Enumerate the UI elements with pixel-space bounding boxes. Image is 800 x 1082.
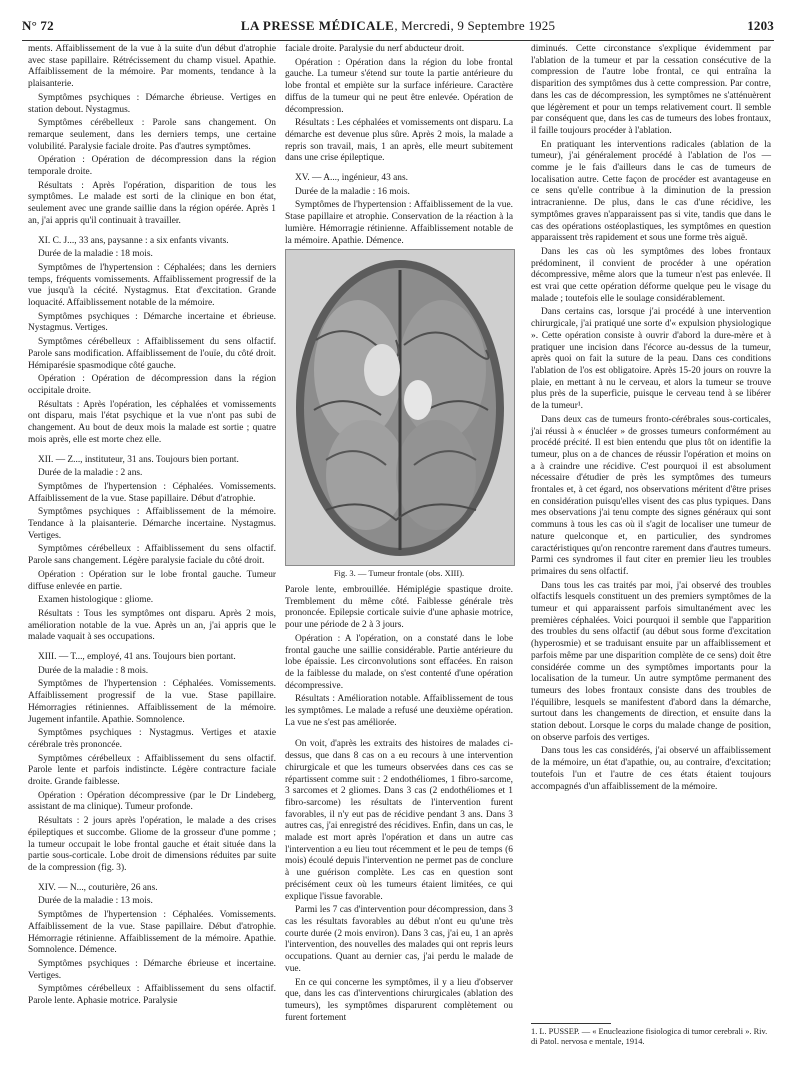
paragraph: Symptômes de l'hypertension : Affaiblissement de la vue. Stase papillaire et atrophie. Conservation de la réaction à la lumière. Hémorragie rétinienne. Affaiblissement notable de la mémoire. Apathie. Démence.: [285, 200, 513, 246]
paragraph: Résultats : Après l'opération, les céphalées et vomissements ont disparu, mais l'état psychique et la vue n'ont pas subi de changement. Au bout de deux mois la malade est sortie ; quatre mois après, elle est morte chez elle.: [28, 399, 276, 445]
footnote-rule: [531, 1023, 611, 1024]
paragraph: Opération : Opération sur le lobe frontal gauche. Tumeur diffuse enlevée en partie.: [28, 569, 276, 592]
paragraph: Dans deux cas de tumeurs fronto-cérébrales sous-corticales, j'ai réussi à « énucléer » de grosses tumeurs conformément au procédé précité. Il est bien entendu que plus tôt on identifie la tumeur, plus on a de chances de réussir l'opération et moins on a à craindre une récidive. C'est pourquoi il est absolument nécessaire d'étudier de près les symptômes des tumeurs frontales et, à cet égard, nos observations méritent d'être prises en considération puisqu'elles visent des cas plus typiques. Dans mes observations j'ai tenu compte des signes généraux qui sont communs à tous les cas où il s'agit de localiser une tumeur de nature quelconque et, en particulier, des syndromes caractéristiques qu'on rencontre rarement dans d'autres tumeurs. Parmi ces syndromes il faut citer en premier lieu les troubles primaires du sens olfactif.: [531, 414, 772, 577]
paragraph: Symptômes cérébelleux : Affaiblissement du sens olfactif. Parole lente. Aphasie motrice. Paralysie: [28, 984, 276, 1007]
column-middle-bottom: [285, 585, 513, 1026]
paragraph: Symptômes de l'hypertension : Céphalées; dans les derniers temps, fréquents vomissements. Affaiblissement progressif de la vue jusqu'à la cécité. Nystagmus. Etat d'excitation. Grande loquacité. Affaiblissement notable de la mémoire.: [28, 262, 276, 309]
paragraph: Résultats : Les céphalées et vomissements ont disparu. La démarche est devenue plus sûre. Après 2 mois, la malade a repris son travail, mais, 1 an après, elle meurt subitement dans une crise épileptique.: [285, 118, 513, 164]
paragraph: Opération : A l'opération, on a constaté dans le lobe frontal gauche une saillie considérable. Partie antérieure du lobe épaissie. Les circonvolutions sont effacées. En raison de la faiblesse du malade, on s'est contenté d'une opération décompressive.: [285, 633, 513, 691]
paragraph: Symptômes cérébelleux : Affaiblissement du sens olfactif. Parole sans changement. Légère paralysie faciale du côté droit.: [28, 544, 276, 567]
paragraph: Opération : Opération dans la région du lobe frontal gauche. La tumeur s'étend sur toute la partie antérieure du lobe frontal et empiète sur la surface inférieure. Caractère diffus de la tumeur qui ne peut être enlevée. Opération de décompression.: [285, 57, 513, 115]
paragraph: Symptômes de l'hypertension : Céphalées. Vomissements. Affaiblissement de la vue. Stase papillaire. Début d'atrophie. Hémorragie rétinienne. Affaiblissement de la mémoire. Apathie. Somnolence. Démence.: [28, 910, 276, 956]
case-heading: XIV. — N..., couturière, 26 ans.: [38, 882, 158, 893]
header-rule: [22, 40, 774, 41]
paragraph: Résultats : 2 jours après l'opération, le malade a des crises épileptiques et succombe. Gliome de la grosseur d'une pomme ; la tumeur occupait le lobe frontal gauche et était située dans la partie sous-corticale. Lobe droit de dimensions réduites par suite de la compression (fig. 3).: [28, 816, 276, 873]
paragraph: Dans tous les cas considérés, j'ai observé un affaiblissement de la mémoire, un état d'apathie, ou, au contraire, d'excitation; toutefois l'un et l'autre de ces états étaient toujours accompagnés d'un affaiblissement de la mémoire.: [531, 746, 771, 792]
paragraph: Durée de la maladie : 18 mois.: [38, 249, 153, 260]
paragraph: Durée de la maladie : 8 mois.: [38, 665, 149, 676]
paragraph: Symptômes psychiques : Démarche ébrieuse. Vertiges en station debout. Nystagmus.: [28, 92, 276, 115]
page-number: 1203: [747, 18, 774, 33]
figure-caption: Fig. 3. — Tumeur frontale (obs. XIII).: [333, 568, 465, 578]
paragraph: On voit, d'après les extraits des histoires de malades ci-dessus, que dans 8 cas on a eu recours à une intervention chirurgicale et que les tumeurs observées dans ces cas se répartissent comme suit : 2 endothéliomes, 1 fibro-sarcome, 3 sarcomes et 2 gliomes. Dans 3 cas (2 endothéliomes et 1 fibro-sarcome) les résultats de l'intervention furent favorables, il n'y eut pas de récidive pendant 3 ans. Dans 3 autres cas, j'ai enregistré des récidives. Enfin, dans un cas, le malade est mort après l'opération et dans un autre cas l'intervention a eu lieu tout récemment et le peu de temps (6 mois) écoulé depuis l'intervention ne permet pas de conclure à une guérison complète. Les cas en question sont précisément ceux où les tumeurs étaient limitées, ce qui explique l'issue favorable.: [285, 739, 513, 902]
paragraph: Examen histologique : gliome.: [38, 595, 154, 606]
paragraph: Opération : Opération de décompression dans la région temporale droite.: [28, 155, 276, 178]
paragraph: Parmi les 7 cas d'intervention pour décompression, dans 3 cas les résultats favorables au début n'ont eu qu'une très courte durée (2 mois environ). Dans 3 cas, j'ai eu, 1 an après l'intervention, des nouvelles des malades qui ont repris leurs occupations. Quant au dernier cas, j'ai perdu le malade de vue.: [285, 905, 513, 974]
case-heading: XV. — A..., ingénieur, 43 ans.: [295, 173, 408, 184]
column-right: [531, 44, 771, 795]
paragraph: Symptômes psychiques : Démarche ébrieuse et incertaine. Vertiges.: [28, 958, 276, 981]
paragraph: Symptômes cérébelleux : Affaiblissement du sens olfactif. Parole sans modification. Affaiblissement de l'ouïe, du côté droit. Hémiparésie spasmodique côté gauche.: [28, 337, 276, 371]
issue-date: , Mercredi, 9 Septembre 1925: [394, 18, 556, 33]
paragraph: Dans certains cas, lorsque j'ai procédé à une intervention chirurgicale, j'ai pratiqué une sorte d'« expulsion physiologique ». Cette opération consiste à ouvrir d'abord la dure-mère et à pratiquer une incision dans l'écorce au-dessus de la tumeur, après quoi on fait la suture de la peau. Dans ces conditions l'ablation de l'os est obligatoire. Après 15-20 jours on rouvre la plaie, en mettant à nu le cerveau, et alors la tumeur se trouve plus près de la superficie, puisque le cerveau tend à se libérer de la tumeur¹.: [531, 307, 771, 412]
paragraph: Symptômes de l'hypertension : Céphalées. Vomissements. Affaiblissement progressif de la vue. Stase papillaire. Hémorragies rétiniennes. Affaiblissement de la mémoire. Jugement infantile. Apathie. Somnolence.: [28, 679, 276, 725]
brain-section-photo: [285, 249, 515, 566]
footnote: 1. L. PUSSEP. — « Enucleazione fisiologica di tumor cerebrali ». Riv. di Patol. nervosa e mentale, 1914.: [531, 1027, 768, 1046]
paragraph: ments. Affaiblissement de la vue à la suite d'un début d'atrophie avec stase papillaire. Rétrécissement du champ visuel. Apathie. Affaiblissement de la mémoire. Par moments, tendance à la plaisanterie.: [28, 44, 276, 90]
paragraph: Durée de la maladie : 16 mois.: [295, 186, 410, 197]
paragraph: Dans tous les cas traités par moi, j'ai observé des troubles olfactifs lesquels constituent un des premiers symptômes de la tumeur et qui apparaissent parfois simultanément avec les premières céphalées. Voici pourquoi il semble que l'apparition des troubles du sens olfactif (au début sous forme d'excitation (hyperosmie) et se traduisant ensuite par un affaiblissement et parfois même par une disparition complète de ce sens) doit être considérée comme un des symptômes importants pour la localisation de la tumeur. Un autre symptôme permanent des tumeurs des lobes frontaux consiste dans des troubles de l'équilibre, lesquels se manifestent d'abord dans la démarche, surtout dans les changements de direction, et ensuite dans la station debout. Lorsque le corps du malade change de position, on observe parfois des vertiges.: [531, 580, 771, 743]
paragraph: Symptômes psychiques : Affaiblissement de la mémoire. Tendance à la plaisanterie. Démarche incertaine. Nystagmus. Vertiges.: [28, 507, 276, 541]
journal-title: [22, 18, 774, 34]
page-header: [22, 18, 774, 40]
paragraph: Symptômes cérébelleux : Affaiblissement du sens olfactif. Parole lente et parfois indistincte. Légère contracture faciale droite. Grande faiblesse.: [28, 753, 276, 788]
paragraph: Opération : Opération décompressive (par le Dr Lindeberg, assistant de ma clinique). Tumeur profonde.: [28, 790, 276, 813]
paragraph: faciale droite. Paralysie du nerf abducteur droit.: [285, 44, 465, 54]
paragraph: Résultats : Amélioration notable. Affaiblissement de tous les symptômes. Le malade a refusé une deuxième opération. La vue ne s'est pas améliorée.: [285, 694, 513, 728]
paragraph: Résultats : Après l'opération, disparition de tous les symptômes. Le malade est sorti de la clinique en bon état, seulement avec une grande saillie dans la région opérée. Après 1 an, j'ai appris qu'il continuait à travailler.: [28, 180, 276, 226]
paragraph: Dans les cas où les symptômes des lobes frontaux prédominent, il convient de procéder à une opération décompressive, même alors que la tumeur n'est pas enlevée. Il est vrai que cette opération déforme quelque peu le visage du malade ; toutefois elle le soulage considérablement.: [531, 246, 771, 304]
paragraph: Durée de la maladie : 2 ans.: [38, 468, 143, 479]
column-left: [28, 44, 276, 1010]
paragraph: Résultats : Tous les symptômes ont disparu. Après 2 mois, amélioration notable de la vue. Après un an, j'ai appris que le malade vaquait à ses occupations.: [28, 608, 276, 643]
paragraph: Symptômes psychiques : Démarche incertaine et ébrieuse. Nystagmus. Vertiges.: [28, 311, 276, 334]
paragraph: Parole lente, embrouillée. Hémiplégie spastique droite. Tremblement du même côté. Faiblesse générale très prononcée. Epilepsie corticale suivie d'une aphasie motrice, pour une période de 2 à 3 jours.: [285, 585, 513, 631]
journal-name: LA PRESSE MÉDICALE: [240, 18, 395, 33]
paragraph: Opération : Opération de décompression dans la région occipitale droite.: [28, 374, 276, 396]
case-heading: XII. — Z..., instituteur, 31 ans. Toujours bien portant.: [38, 454, 239, 465]
case-heading: XI. C. J..., 33 ans, paysanne : a six enfants vivants.: [38, 235, 229, 246]
paragraph: En pratiquant les interventions radicales (ablation de la tumeur), j'ai généralement procédé à l'ablation de l'os — comme je le fais d'ailleurs dans le cas de tumeurs de localisation autre. Cette façon de procéder est avantageuse en ce sens qu'elle contribue à la diminution de la pression intracranienne. De plus, dans le cas d'une récidive, les symptômes graves n'apparaissent pas si vite, tandis que dans le cas des opérations ostéoplastiques, les symptômes en question apparaissent très rapidement et sous une forme très aiguë.: [531, 139, 771, 244]
paragraph: En ce qui concerne les symptômes, il y a lieu d'observer que, dans les cas d'interventions chirurgicales (ablation des tumeurs), les symptômes disparurent complètement ou furent fortement: [285, 977, 513, 1023]
paragraph: diminués. Cette circonstance s'explique évidemment par l'ablation de la tumeur et par la cessation consécutive de la compression de l'autre lobe frontal, ce qui entraîna la disparition des symptômes dus à cette compression. Par contre, dans les cas de décompression, les symptômes ne s'atténuèrent que légèrement et pour un temps relativement court. Il semble par conséquent que, dans les cas de tumeurs des lobes frontaux, il faille toujours procéder à l'ablation.: [531, 44, 771, 136]
paragraph: Durée de la maladie : 13 mois.: [38, 896, 153, 907]
issue-number: N° 72: [22, 18, 54, 33]
paragraph: Symptômes de l'hypertension : Céphalées. Vomissements. Affaiblissement de la vue. Stase papillaire. Début d'atrophie.: [28, 481, 276, 504]
paragraph: Symptômes psychiques : Nystagmus. Vertiges et ataxie cérébrale très prononcée.: [28, 728, 276, 750]
paragraph: Symptômes cérébelleux : Parole sans changement. On remarque seulement, dans les derniers temps, une certaine volubilité. Paralysie faciale droite. Pas d'autres symptômes.: [28, 118, 276, 152]
case-heading: XIII. — T..., employé, 41 ans. Toujours bien portant.: [38, 652, 236, 663]
